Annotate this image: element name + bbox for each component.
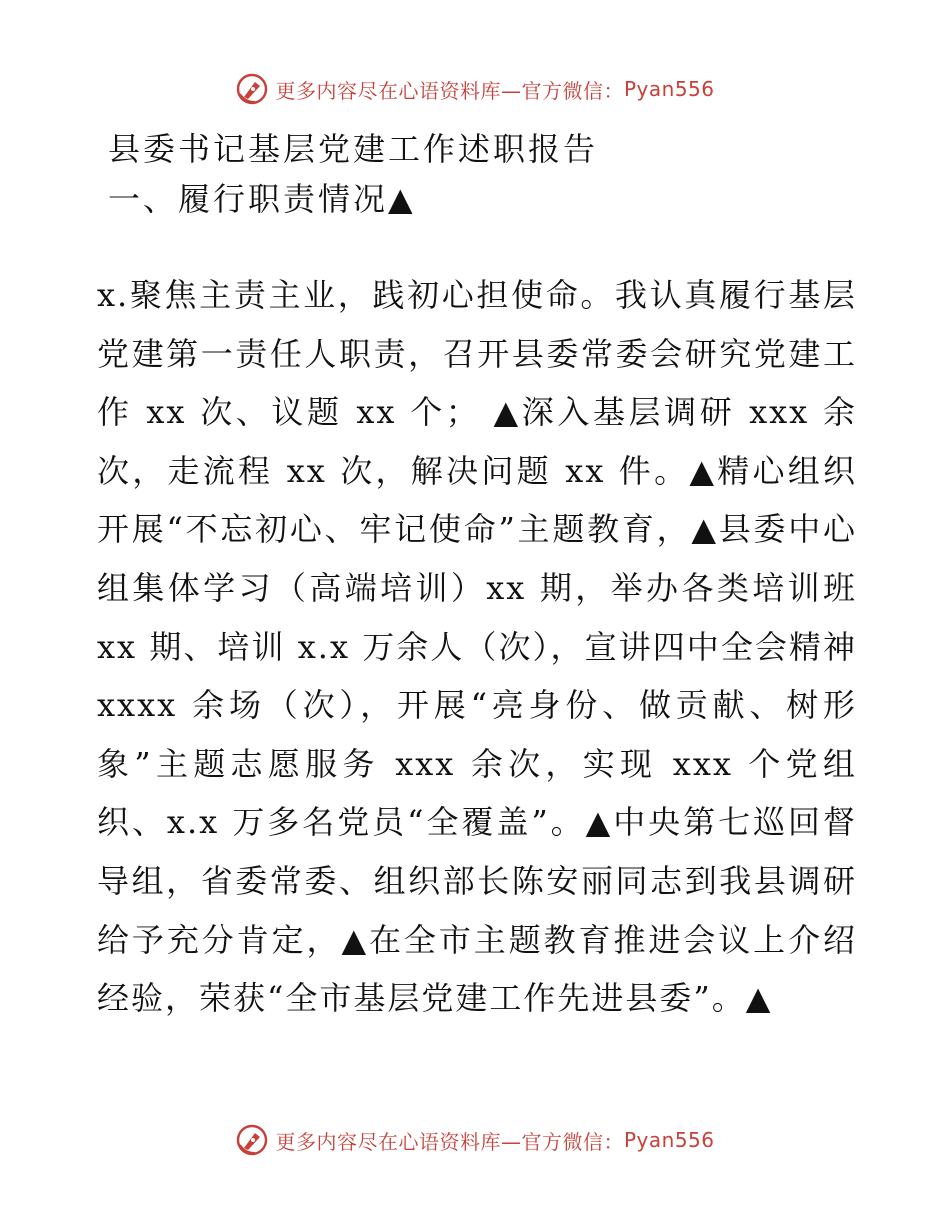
watermark-text: 更多内容尽在心语资料库—官方微信： — [275, 1129, 624, 1154]
document-title: 县委书记基层党建工作述职报告 — [108, 130, 599, 168]
watermark-text: 更多内容尽在心语资料库—官方微信： — [275, 78, 624, 103]
section-heading: 一、履行职责情况▲ — [108, 180, 416, 218]
body-paragraph: x.聚焦主责主业，践初心担使命。我认真履行基层党建第一责任人职责，召开县委常委会研究党建工作 xx 次、议题 xx 个； ▲深入基层调研 xxx 余次，走流程 xx 次，解决问题 xx 件。▲精心组织开展“不忘初心、牢记使命”主题教育，▲县委中心组集体学习（高端培训）xx 期，举办各类培训班 xx 期、培训 x.x 万余人（次），宣讲四中全会精神 xxxx 余场（次），开展“亮身份、做贡献、树形象”主题志愿服务 xxx 余次，实现 xxx 个党组织、x.x 万多名党员“全覆盖”。▲中央第七巡回督导组，省委常委、组织部长陈安丽同志到我县调研给予充分肯定，▲在全市主题教育推进会议上介绍经验，荣获“全市基层党建工作先进县委”。▲ — [97, 276, 857, 1018]
header-watermark — [0, 72, 950, 106]
footer-watermark — [0, 1123, 950, 1157]
watermark-wechat-id: Pyan556 — [623, 77, 715, 101]
pen-nib-logo-icon — [235, 72, 269, 106]
watermark-wechat-id: Pyan556 — [623, 1128, 715, 1152]
pen-nib-logo-icon — [235, 1123, 269, 1157]
